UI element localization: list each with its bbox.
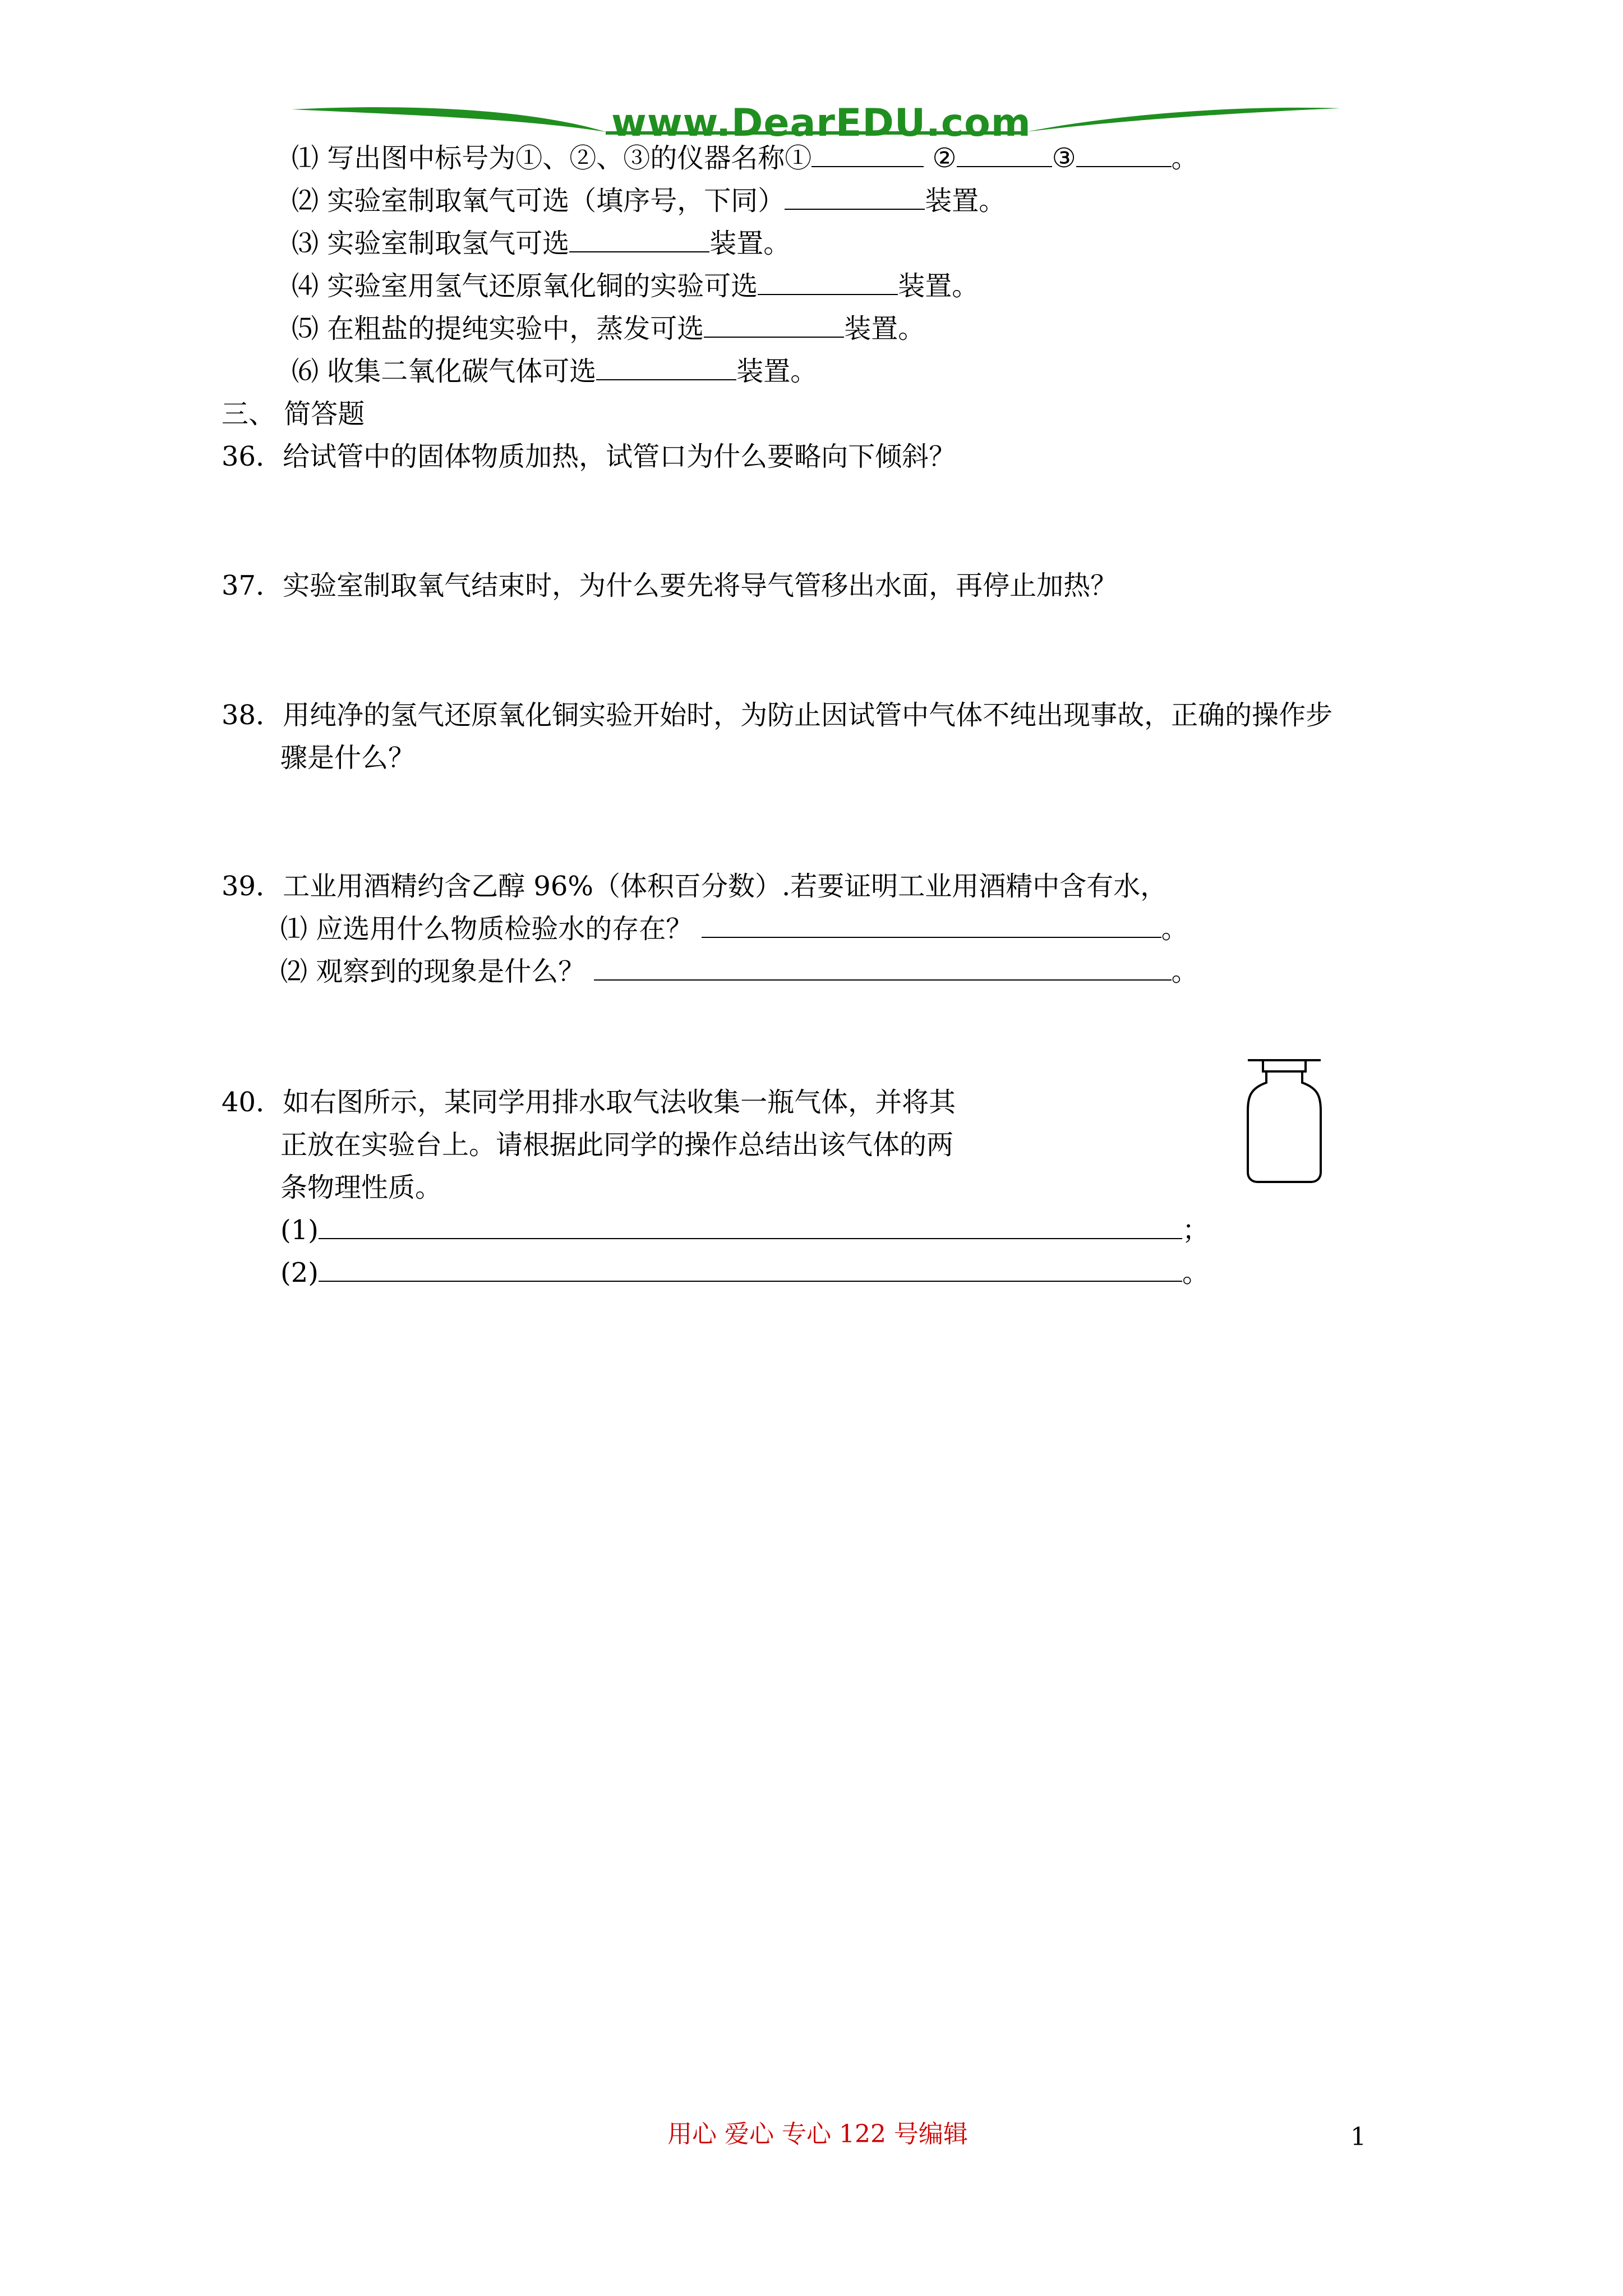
item-5: ⑸ 在粗盐的提纯实验中，蒸发可选 装置。 [292, 313, 925, 344]
item-6: ⑹ 收集二氧化碳气体可选 装置。 [292, 356, 818, 387]
question-40-line-2: 正放在实验台上。请根据此同学的操作总结出该气体的两 [280, 1129, 954, 1161]
question-39-sub-2: ⑵ 观察到的现象是什么？ 。 [280, 956, 1198, 987]
question-40-line-3: 条物理性质。 [280, 1172, 442, 1203]
question-40-sub-2: (2) 。 [280, 1257, 1210, 1289]
question-39-sub-1: ⑴ 应选用什么物质检验水的存在？ 。 [280, 913, 1188, 945]
item-4: ⑷ 实验室用氢气还原氧化铜的实验可选 装置。 [292, 270, 979, 302]
item-2: ⑵ 实验室制取氧气可选（填序号，下同） 装置。 [292, 185, 1006, 217]
question-37: 37．实验室制取氧气结束时，为什么要先将导气管移出水面，再停止加热？ [222, 570, 1118, 601]
gas-bottle-icon [1239, 1057, 1329, 1186]
section-3-title: 三、 简答题 [222, 398, 365, 430]
site-logo-text: www.DearEDU.com [611, 101, 1031, 145]
item-1: ⑴ 写出图中标号为①、②、③的仪器名称① ② ③ 。 [292, 142, 1198, 174]
question-36: 36．给试管中的固体物质加热，试管口为什么要略向下倾斜？ [222, 441, 956, 472]
question-38-line-2: 骤是什么？ [280, 742, 416, 774]
question-40-sub-1: (1) ； [280, 1214, 1210, 1246]
item-3: ⑶ 实验室制取氢气可选 装置。 [292, 228, 791, 259]
footer-text: 用心 爱心 专心 122 号编辑 [667, 2120, 968, 2148]
page-number: 1 [1350, 2123, 1366, 2151]
question-39-line-1: 39．工业用酒精约含乙醇 96%（体积百分数）.若要证明工业用酒精中含有水， [222, 871, 1168, 902]
question-38-line-1: 38．用纯净的氢气还原氧化铜实验开始时，为防止因试管中气体不纯出现事故，正确的操作步 [222, 700, 1333, 731]
question-40-line-1: 40．如右图所示，某同学用排水取气法收集一瓶气体，并将其 [222, 1087, 956, 1118]
